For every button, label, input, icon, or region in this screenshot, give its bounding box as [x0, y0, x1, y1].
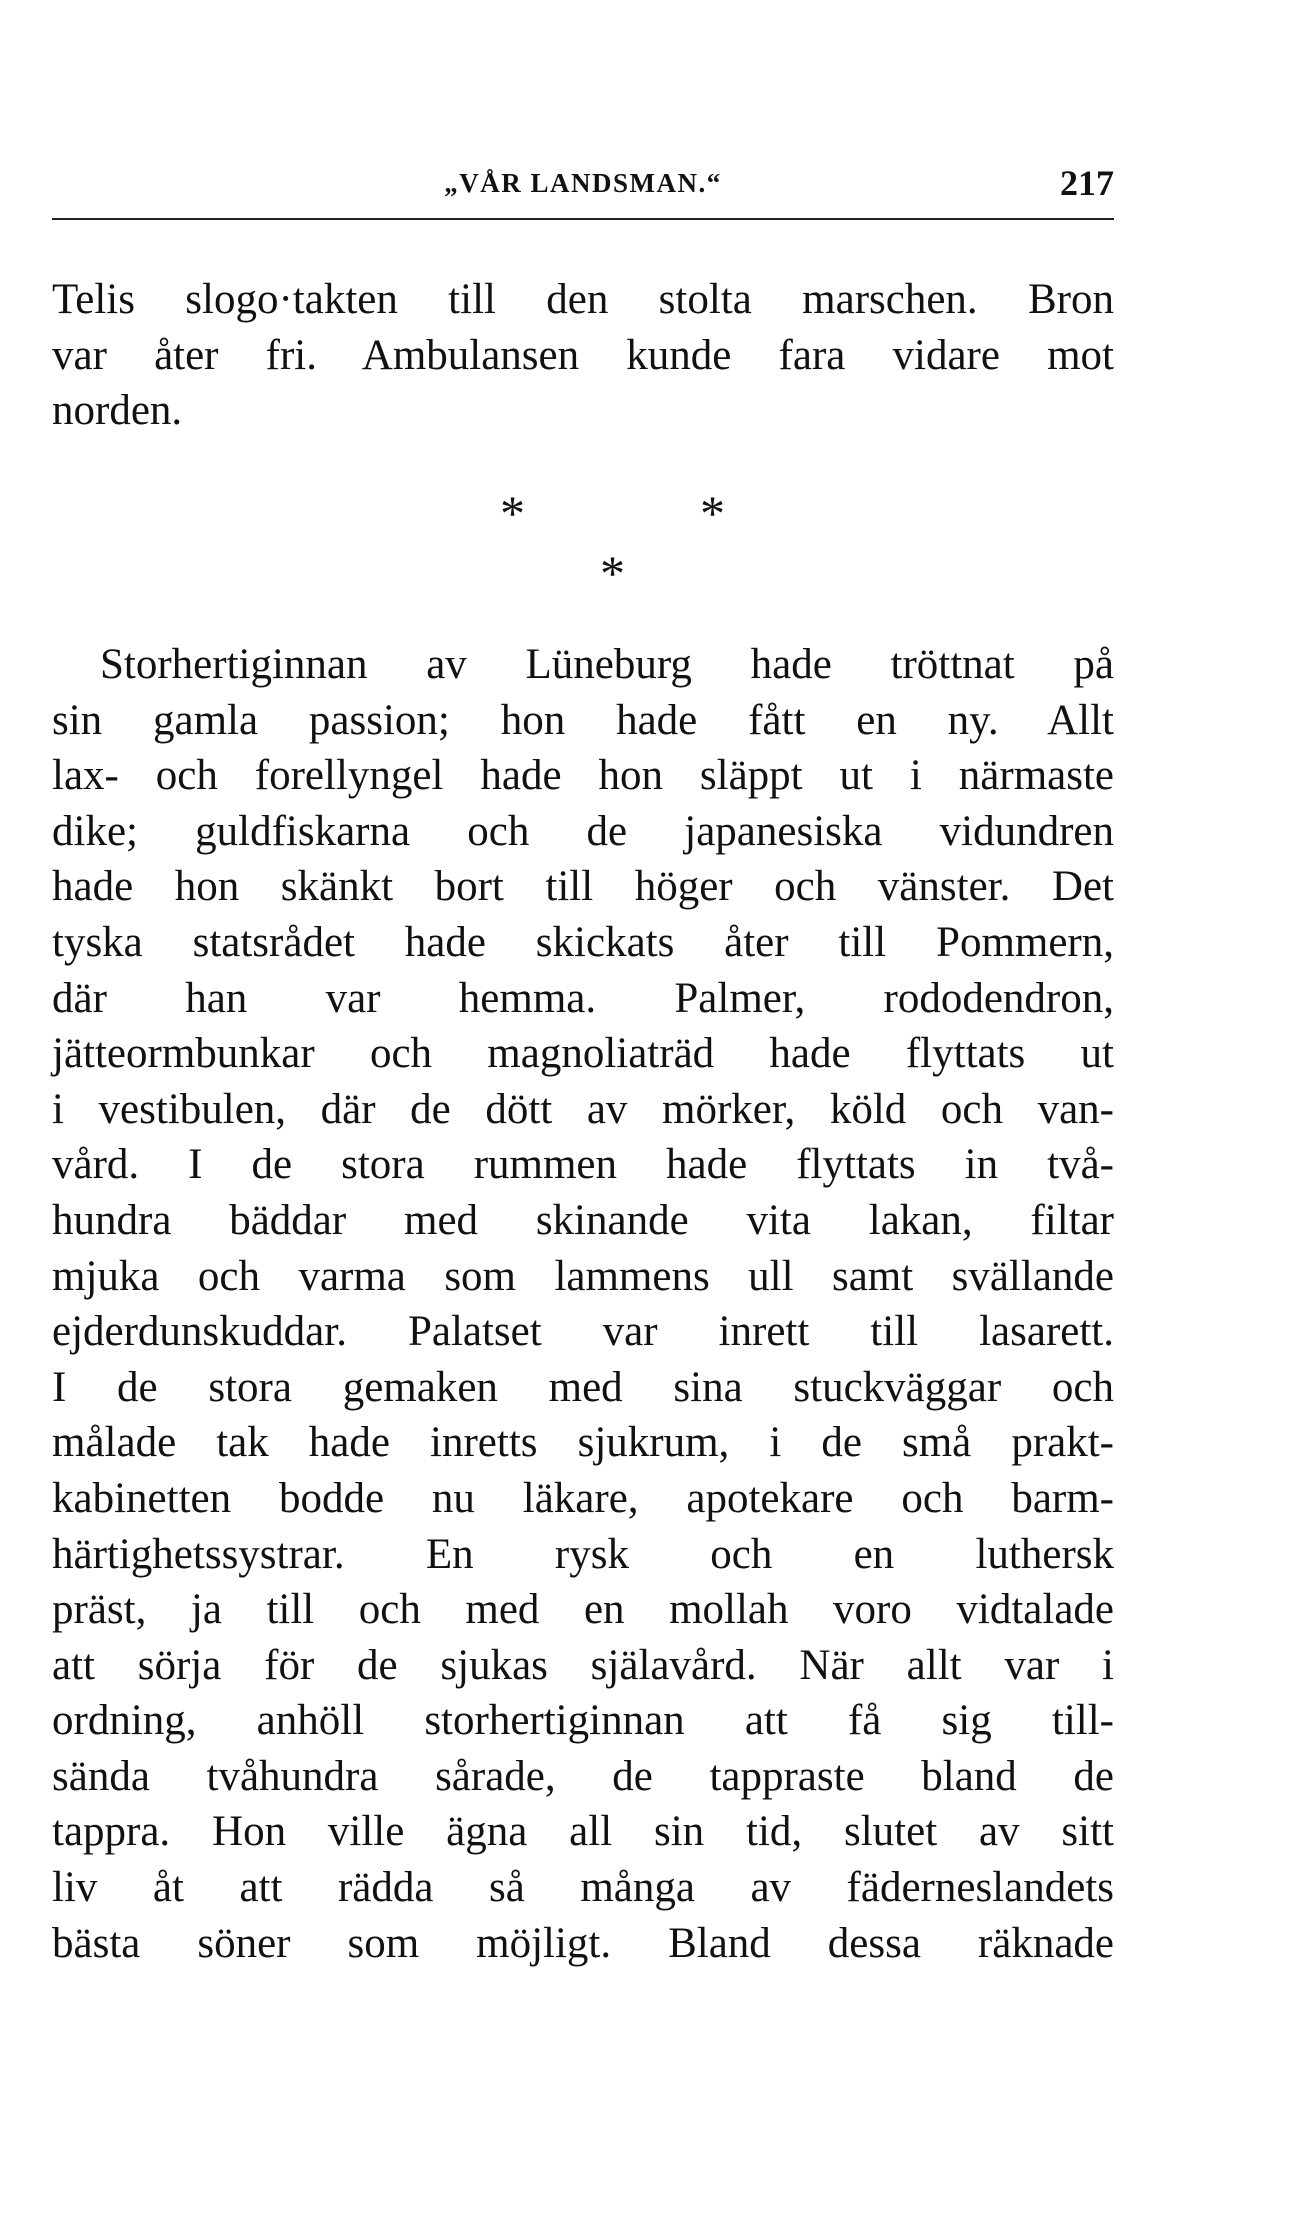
text-line: kabinetten bodde nu läkare, apotekare och barm- [52, 1474, 1114, 1522]
text-line: mjuka och varma som lammens ull samt svällande [52, 1252, 1114, 1300]
asterisk: * [500, 485, 525, 541]
text-line: ejderdunskuddar. Palatset var inrett till lasarett. [52, 1308, 1114, 1356]
page-number: 217 [1060, 163, 1114, 203]
asterisk: * [600, 545, 625, 601]
section-break-asterism [0, 478, 1300, 608]
text-line: I de stora gemaken med sina stuckväggar och [52, 1363, 1114, 1411]
text-line: där han var hemma. Palmer, rododendron, [52, 974, 1114, 1022]
text-line: ordning, anhöll storhertiginnan att få sig till- [52, 1697, 1114, 1745]
text-line: dike; guldfiskarna och de japanesiska vidundren [52, 807, 1114, 855]
text-line: norden. [52, 387, 183, 435]
text-line: sända tvåhundra sårade, de tappraste bland de [52, 1752, 1114, 1800]
text-line: liv åt att rädda så många av fäderneslandets [52, 1864, 1114, 1912]
text-line: Telis slogo·takten till den stolta marschen. Bron [52, 276, 1114, 323]
text-line: vård. I de stora rummen hade flyttats in två- [52, 1141, 1114, 1189]
text-line: hundra bäddar med skinande vita lakan, filtar [52, 1196, 1114, 1244]
text-line: sin gamla passion; hon hade fått en ny. Allt [52, 696, 1114, 744]
text-line: tappra. Hon ville ägna all sin tid, slutet av sitt [52, 1808, 1114, 1856]
text-line: Storhertiginnan av Lüneburg hade tröttnat på [100, 641, 1114, 688]
running-head [52, 162, 1114, 212]
text-line: lax- och forellyngel hade hon släppt ut i närmaste [52, 752, 1114, 800]
paragraph-2 [52, 637, 1114, 1971]
text-line: bästa söner som möjligt. Bland dessa räknade [52, 1919, 1114, 1967]
text-line: präst, ja till och med en mollah voro vidtalade [52, 1586, 1114, 1634]
asterisk: * [700, 485, 725, 541]
header-rule [52, 218, 1114, 220]
text-line: hade hon skänkt bort till höger och vänster. Det [52, 863, 1114, 911]
text-line: tyska statsrådet hade skickats åter till Pommern, [52, 918, 1114, 966]
paragraph-1 [52, 272, 1114, 439]
text-line: härtighetssystrar. En rysk och en luthersk [52, 1530, 1114, 1578]
text-line: var åter fri. Ambulansen kunde fara vidare mot [52, 331, 1114, 379]
text-line: i vestibulen, där de dött av mörker, köld och van- [52, 1085, 1114, 1133]
text-line: jätteormbunkar och magnoliaträd hade flyttats ut [52, 1030, 1114, 1078]
text-line: målade tak hade inretts sjukrum, i de små prakt- [52, 1419, 1114, 1467]
text-line: att sörja för de sjukas själavård. När allt var i [52, 1641, 1114, 1689]
running-title: „VÅR LANDSMAN.“ [444, 168, 722, 198]
